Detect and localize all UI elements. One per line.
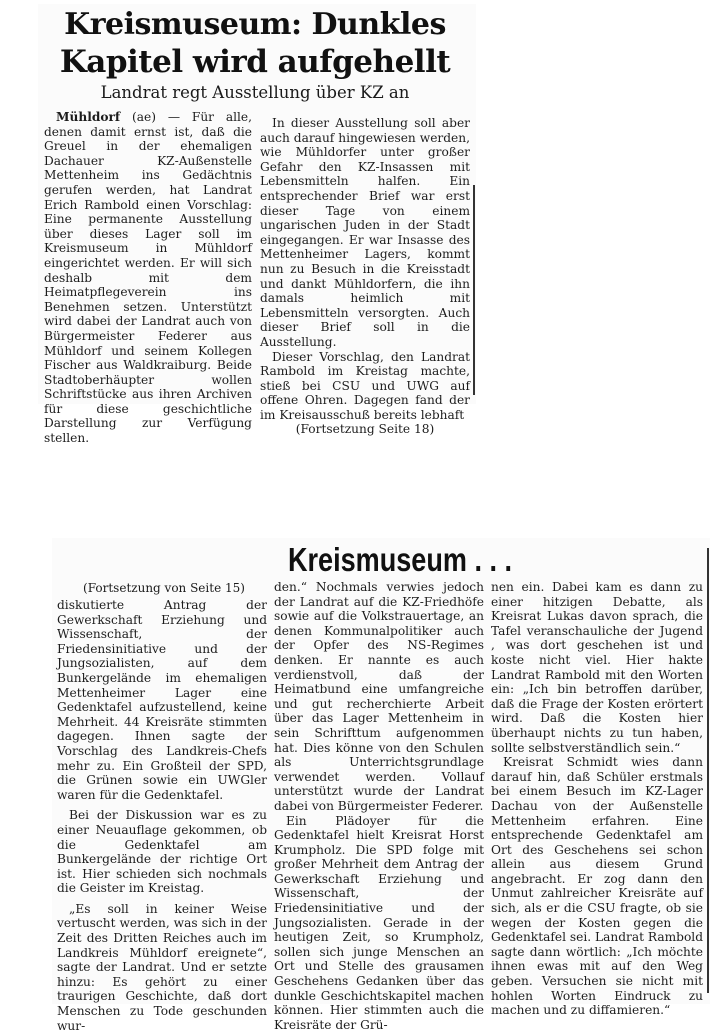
- continuation-note: (Fortsetzung Seite 18): [295, 422, 435, 437]
- bottom-right-rule: [707, 548, 709, 993]
- bottom-col1-paragraph-2: Bei der Diskussion war es zu einer Neuauflage gekommen, ob die Gedenktafel am Bunkergelände der richtige Ort ist. Hier schieden sich nochmals die Geister im Kreistag.: [57, 808, 267, 896]
- bottom-col1-paragraph-1: diskutierte Antrag der Gewerkschaft Erziehung und Wissenschaft, der Friedensinitiative und der Jungsozialisten, auf dem Bunkergelände im ehemaligen Mettenheimer Lager eine Gedenktafel aufzustellend, keine Mehrheit. 44 Kreisräte stimmten dagegen. Ihnen sagte der Vorschlag des Landkreis-Chefs mehr zu. Ein Großteil der SPD, die Grünen sowie ein UWGler waren für die Gedenktafel.: [57, 598, 267, 802]
- top-headline-line1: Kreismuseum: Dunkles: [64, 7, 446, 42]
- bottom-headline: Kreismuseum . . .: [287, 541, 513, 578]
- dateline: Mühldorf: [56, 110, 121, 124]
- bottom-col1-paragraph-3: „Es soll in keiner Weise vertuscht werden, was sich in der Zeit des Dritten Reiches auch im Landkreis Mühldorf ereignete“, sagte der Landrat. Und er setzte hinzu: Es gehört zu einer traurigen Geschichte, daß dort Menschen zu Tode geschunden wur-: [57, 901, 267, 1033]
- bottom-col2-paragraph-1: den.“ Nochmals verwies jedoch der Landrat auf die KZ-Friedhöfe sowie auf die Volkstrauertage, an denen Kommunalpolitiker auch der Opfer des NS-Regimes denken. Er nannte es auch verdienstvoll, daß der Heimatbund eine umfangreiche und gut recherchierte Arbeit über das Lager Mettenheim in sein Schrifttum aufgenommen hat. Dies könne von den Schulen als Unterrichtsgrundlage verwendet werden. Vollauf unterstützt wurde der Landrat dabei von Bürgermeister Federer.: [274, 580, 484, 813]
- top-subheadline: Landrat regt Ausstellung über KZ an: [100, 83, 410, 102]
- bottom-col2-paragraph-2: Ein Plädoyer für die Gedenktafel hielt Kreisrat Horst Krumpholz. Die SPD folge mit großer Mehrheit dem Antrag der Gewerkschaft Erziehung und Wissenschaft, der Friedensinitiative und der Jungsozialisten. Gerade in der heutigen Zeit, so Krumpholz, sollen sich junge Menschen an Ort und Stelle des grausamen Geschehens Gedanken über das dunkle Geschichtskapitel machen können. Hier stimmten auch die Kreisräte der Grü-: [274, 813, 484, 1032]
- top-article-column-2: [260, 116, 470, 437]
- top-col2-paragraph-1: In dieser Ausstellung soll aber auch darauf hingewiesen werden, wie Mühldorfer unter großer Gefahr den KZ-Insassen mit Lebensmitteln halfen. Ein entsprechender Brief war erst dieser Tage von einem ungarischen Juden in der Stadt eingegangen. Er war Insasse des Mettenheimer Lagers, kommt nun zu Besuch in die Kreisstadt und dankt Mühldorfern, die ihn damals heimlich mit Lebensmitteln versorgten. Auch dieser Brief soll in die Ausstellung.: [260, 116, 470, 349]
- bottom-article-column-2: [274, 580, 484, 1032]
- top-col1-text: (ae) — Für alle, denen damit ernst ist, daß die Greuel in der ehemaligen Dachauer KZ-Außenstelle Mettenheim ins Gedächtnis gerufen werden, hat Landrat Erich Rambold einen Vorschlag: Eine permanente Ausstellung über dieses Lager soll im Kreismuseum in Mühldorf eingerichtet werden. Er will sich deshalb mit dem Heimatpflegeverein ins Benehmen setzen. Unterstützt wird dabei der Landrat auch von Bürgermeister Federer aus Mühldorf und seinem Kollegen Fischer aus Waldkraiburg. Beide Stadtoberhäupter wollen Schriftstücke aus ihren Archiven für diese geschichtliche Darstellung zur Verfügung stellen.: [44, 110, 252, 446]
- bottom-article-column-3: [491, 580, 703, 1018]
- top-col2-paragraph-2: Dieser Vorschlag, den Landrat Rambold im Kreistag machte, stieß bei CSU und UWG auf offene Ohren. Dagegen fand der im Kreisausschuß bereits lebhaft: [260, 349, 470, 422]
- top-article-column-1: [44, 110, 252, 446]
- continued-from-note: (Fortsetzung von Seite 15): [83, 581, 245, 595]
- bottom-col3-paragraph-2: Kreisrat Schmidt wies dann darauf hin, daß Schüler erstmals bei einem Besuch im KZ-Lager Dachau von der Außenstelle Mettenheim erfahren. Eine entsprechende Gedenktafel am Ort des Geschehens sei schon allein aus diesem Grund angebracht. Er zog dann den Unmut zahlreicher Kreisräte auf sich, als er die CSU fragte, ob sie wegen der Kosten gegen die Gedenktafel sei. Landrat Rambold sagte dann wörtlich: „Ich möchte ihnen ewas mit auf den Weg geben. Versuchen sie nicht mit hohlen Worten Eindruck zu machen und zu diffamieren.“: [491, 755, 703, 1018]
- top-right-rule: [473, 185, 475, 395]
- top-headline-line2: Kapitel wird aufgehellt: [59, 44, 451, 80]
- bottom-col3-paragraph-1: nen ein. Dabei kam es dann zu einer hitzigen Debatte, als Kreisrat Lukas davon sprach, die Tafel veranschauliche der Jugend , was dort geschehen ist und koste nicht viel. Hier hakte Landrat Rambold mit den Worten ein: „Ich bin betroffen darüber, daß die Frage der Kosten erörtert wird. Daß die Kosten hier überhaupt nichts zu tun haben, sollte selbstverständlich sein.“: [491, 580, 703, 755]
- bottom-article-column-1: [57, 598, 267, 1033]
